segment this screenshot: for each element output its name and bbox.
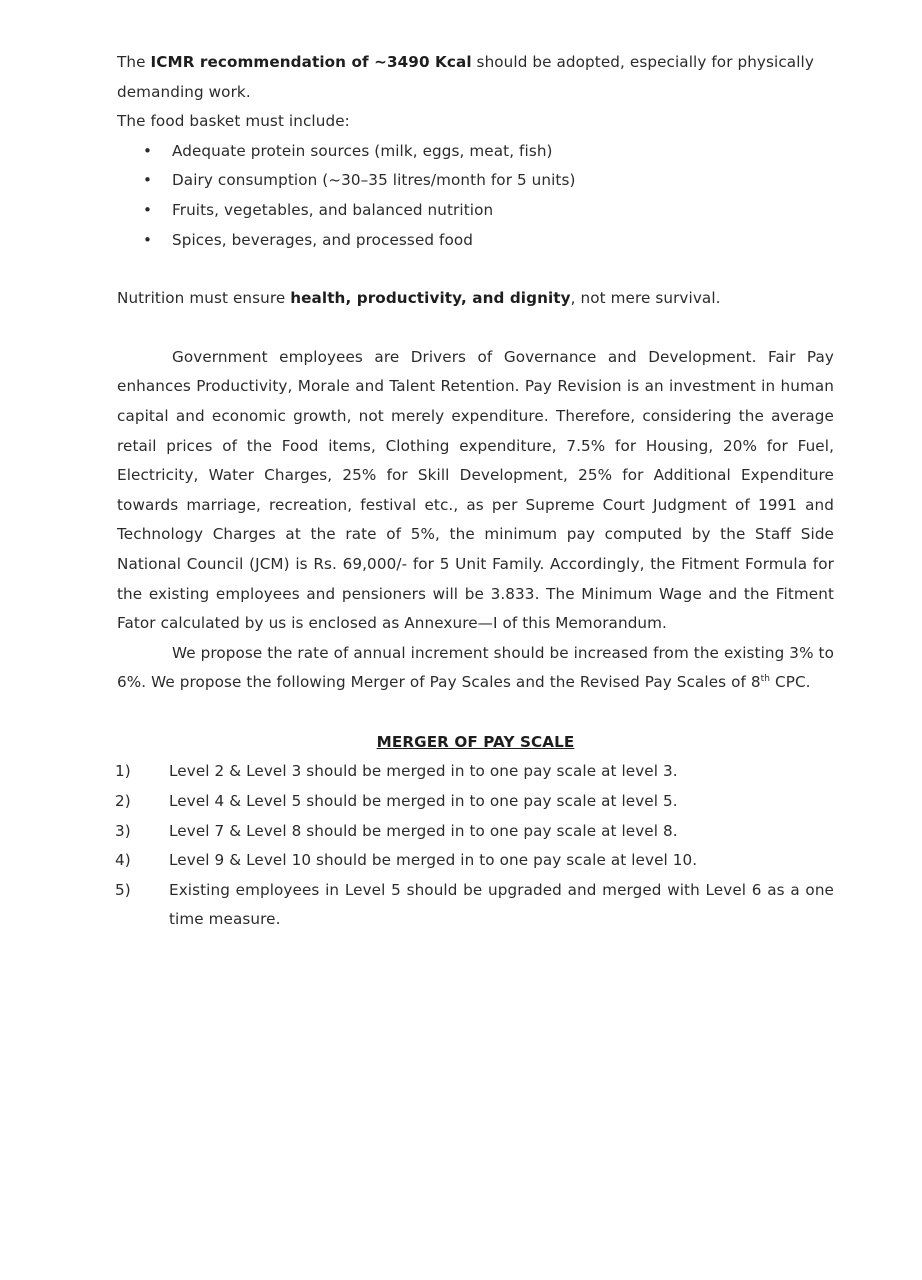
bullet-icon: •: [143, 141, 153, 160]
list-item: • Adequate protein sources (milk, eggs, meat, fish): [117, 137, 834, 167]
list-item: 1) Level 2 & Level 3 should be merged in to one pay scale at level 3.: [115, 762, 678, 781]
list-item: • Dairy consumption (~30–35 litres/month for 5 units): [117, 166, 834, 196]
bullet-icon: •: [143, 200, 153, 219]
merger-heading: MERGER OF PAY SCALE: [376, 732, 575, 751]
nutrition-statement: Nutrition must ensure health, productivity, and dignity, not mere survival.: [117, 289, 721, 308]
bullet-icon: •: [143, 171, 153, 190]
bullet-icon: •: [143, 230, 153, 249]
pay-revision-paragraph: Government employees are Drivers of Governance and Development. Fair Pay enhances Productivity, Morale and Talent Retention. Pay Revision is an investment in human capital and economic growth, not merely expenditure. Therefore, considering the average retail prices of the Food items, Clothing expenditure, 7.5% for Housing, 20% for Fuel, Electricity, Water Charges, 25% for Skill Development, 25% for Additional Expenditure towards marriage, recreation, festival etc., as per Supreme Court Judgment of 1991 and Technology Charges at the rate of 5%, the minimum pay computed by the Staff Side National Council (JCM) is Rs. 69,000/- for 5 Unit Family. Accordingly, the Fitment Formula for the existing employees and pensioners will be 3.833. The Minimum Wage and the Fitment Fator calculated by us is enclosed as Annexure—I of this Memorandum.: [117, 347, 834, 633]
merger-list: [117, 757, 834, 935]
food-basket-list: [117, 137, 834, 255]
document-page: [117, 48, 834, 935]
icmr-recommendation: The ICMR recommendation of ~3490 Kcal should be adopted, especially for physically demanding work.: [117, 53, 814, 101]
list-item: • Fruits, vegetables, and balanced nutrition: [117, 196, 834, 226]
list-item: 3) Level 7 & Level 8 should be merged in to one pay scale at level 8.: [115, 821, 678, 840]
list-item: 5) Existing employees in Level 5 should be upgraded and merged with Level 6 as a one time measure.: [115, 880, 834, 929]
list-item: 2) Level 4 & Level 5 should be merged in to one pay scale at level 5.: [115, 792, 678, 811]
nutrition-bold: health, productivity, and dignity: [290, 289, 571, 308]
increment-paragraph: We propose the rate of annual increment should be increased from the existing 3% to 6%. We propose the following Merger of Pay Scales and the Revised Pay Scales of 8th CPC.: [117, 643, 834, 692]
food-basket-intro: The food basket must include:: [117, 112, 350, 131]
list-item: • Spices, beverages, and processed food: [117, 226, 834, 256]
icmr-bold: ICMR recommendation of ~3490 Kcal: [150, 53, 472, 71]
list-item: 4) Level 9 & Level 10 should be merged in to one pay scale at level 10.: [115, 851, 698, 870]
